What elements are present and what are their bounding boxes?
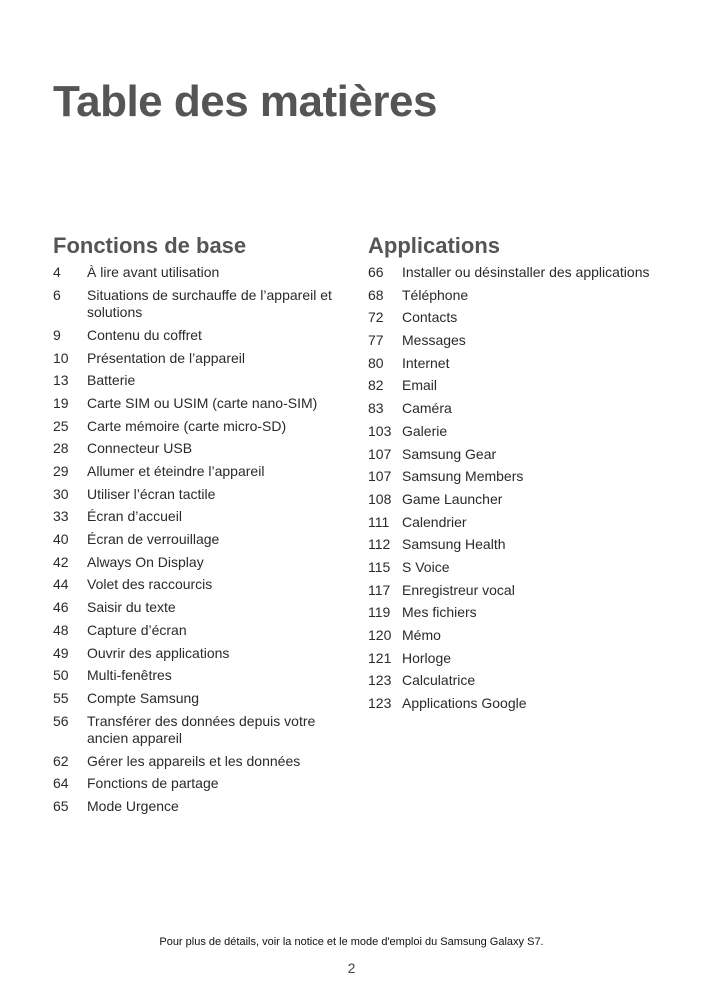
- toc-entry[interactable]: [368, 264, 668, 282]
- toc-entry[interactable]: [368, 287, 668, 305]
- toc-entry-label: Mes fichiers: [402, 604, 477, 621]
- toc-entry-label: Enregistreur vocal: [402, 581, 515, 598]
- toc-entry-label: Galerie: [402, 422, 448, 439]
- toc-entry-label: Écran de verrouillage: [87, 531, 220, 548]
- toc-entry[interactable]: [53, 798, 343, 816]
- toc-entry-label: Contenu du coffret: [87, 326, 202, 343]
- toc-entry[interactable]: [53, 713, 343, 748]
- toc-entry[interactable]: [368, 536, 668, 554]
- toc-page-number: 62: [53, 752, 69, 769]
- toc-page-number: 68: [368, 286, 384, 303]
- toc-entry[interactable]: [53, 287, 343, 322]
- toc-entry-label: Allumer et éteindre l’appareil: [87, 463, 265, 479]
- toc-entry[interactable]: [53, 264, 343, 282]
- toc-list: [368, 264, 668, 713]
- toc-entry[interactable]: [53, 486, 343, 504]
- page-number: 2: [347, 960, 356, 976]
- toc-entry-label: Écran d’accueil: [87, 508, 182, 525]
- toc-entry-label: Carte mémoire (carte micro-SD): [87, 417, 287, 434]
- toc-entry[interactable]: [368, 446, 668, 464]
- toc-entry-label: Batterie: [87, 372, 136, 389]
- toc-entry-label: Volet des raccourcis: [87, 576, 213, 593]
- toc-entry[interactable]: [53, 395, 343, 413]
- toc-entry-label: Horloge: [402, 649, 452, 666]
- toc-entry[interactable]: [53, 775, 343, 793]
- toc-entry[interactable]: [53, 508, 343, 526]
- toc-page-number: 72: [368, 309, 384, 326]
- toc-page-number: 103: [368, 422, 392, 439]
- toc-entry[interactable]: [53, 576, 343, 594]
- footnote: Pour plus de détails, voir la notice et le mode d'emploi du Samsung Galaxy S7.: [159, 936, 544, 948]
- toc-page-number: 56: [53, 712, 69, 729]
- toc-entry[interactable]: [53, 463, 343, 481]
- toc-page-number: 111: [368, 513, 390, 530]
- toc-page-number: 6: [53, 286, 61, 303]
- toc-page-number: 29: [53, 463, 69, 479]
- toc-page-number: 44: [53, 576, 69, 593]
- toc-entry[interactable]: [368, 582, 668, 600]
- toc-list: [53, 264, 343, 816]
- toc-entry[interactable]: [53, 599, 343, 617]
- toc-entry-label: Connecteur USB: [87, 440, 193, 457]
- toc-page-number: 108: [368, 490, 392, 507]
- toc-section-applications: [368, 232, 668, 718]
- toc-entry-label: Caméra: [402, 400, 452, 417]
- toc-entry[interactable]: [53, 622, 343, 640]
- toc-page-number: 55: [53, 689, 69, 706]
- toc-page-number: 107: [368, 445, 392, 462]
- toc-page-number: 65: [53, 798, 69, 815]
- section-heading: Fonctions de base: [53, 233, 247, 258]
- toc-entry-label: S Voice: [402, 558, 450, 575]
- toc-entry[interactable]: [368, 355, 668, 373]
- toc-page-number: 83: [368, 400, 384, 417]
- toc-entry[interactable]: [53, 554, 343, 572]
- toc-entry-label: Ouvrir des applications: [87, 644, 230, 661]
- toc-page-number: 121: [368, 649, 392, 666]
- toc-entry-label: Messages: [402, 332, 466, 349]
- toc-entry[interactable]: [53, 440, 343, 458]
- toc-entry-label: À lire avant utilisation: [87, 264, 220, 280]
- toc-entry-label: Carte SIM ou USIM (carte nano-SIM): [87, 394, 318, 411]
- toc-page-number: 117: [368, 581, 391, 598]
- toc-entry-label: Applications Google: [402, 695, 527, 712]
- toc-page-number: 48: [53, 621, 69, 638]
- toc-entry[interactable]: [53, 372, 343, 390]
- toc-page-number: 50: [53, 667, 69, 684]
- toc-page-number: 107: [368, 468, 392, 485]
- toc-page-number: 66: [368, 264, 384, 280]
- toc-entry-label: Gérer les appareils et les données: [87, 752, 301, 769]
- toc-page-number: 4: [53, 264, 61, 280]
- toc-entry[interactable]: [368, 672, 668, 690]
- toc-entry[interactable]: [368, 627, 668, 645]
- toc-entry-label: Samsung Gear: [402, 445, 497, 462]
- toc-entry[interactable]: [53, 418, 343, 436]
- toc-entry-label: Compte Samsung: [87, 689, 200, 706]
- toc-entry[interactable]: [368, 423, 668, 441]
- toc-entry[interactable]: [53, 531, 343, 549]
- toc-entry-label: Utiliser l’écran tactile: [87, 485, 216, 502]
- toc-entry[interactable]: [368, 491, 668, 509]
- toc-entry[interactable]: [53, 690, 343, 708]
- toc-page-number: 77: [368, 332, 384, 349]
- toc-page-number: 123: [368, 672, 392, 689]
- toc-page-number: 82: [368, 377, 384, 394]
- toc-entry-label: Fonctions de partage: [87, 775, 219, 792]
- toc-entry[interactable]: [368, 332, 668, 350]
- toc-page-number: 115: [368, 558, 391, 575]
- toc-entry[interactable]: [53, 753, 343, 771]
- toc-entry-label: Multi-fenêtres: [87, 667, 172, 684]
- toc-page-number: 13: [53, 372, 69, 389]
- section-heading: Applications: [368, 233, 501, 258]
- toc-page-number: 120: [368, 627, 392, 643]
- toc-entry-label: Installer ou désinstaller des applications: [402, 264, 650, 280]
- toc-entry-label: Mode Urgence: [87, 798, 179, 815]
- toc-entry[interactable]: [368, 309, 668, 327]
- toc-entry-label: Situations de surchauffe de l’appareil et solutions: [87, 286, 332, 321]
- toc-page-number: 42: [53, 553, 69, 570]
- toc-entry-label: Calculatrice: [402, 672, 476, 689]
- toc-entry-label: Samsung Health: [402, 536, 506, 553]
- toc-entry[interactable]: [53, 645, 343, 663]
- toc-entry-label: Samsung Members: [402, 468, 524, 485]
- toc-page-number: 30: [53, 485, 69, 502]
- toc-entry-label: Game Launcher: [402, 490, 503, 507]
- toc-entry-label: Always On Display: [87, 553, 204, 570]
- toc-page-number: 119: [368, 604, 391, 621]
- toc-entry-label: Capture d’écran: [87, 621, 187, 638]
- toc-entry-label: Internet: [402, 354, 450, 371]
- toc-page-number: 64: [53, 775, 69, 792]
- toc-entry[interactable]: [368, 514, 668, 532]
- toc-entry-label: Transférer des données depuis votre ancien appareil: [87, 712, 316, 747]
- toc-page-number: 19: [53, 394, 69, 411]
- toc-page-number: 123: [368, 695, 392, 712]
- toc-entry[interactable]: [368, 468, 668, 486]
- toc-entry-label: Contacts: [402, 309, 458, 326]
- toc-entry-label: Calendrier: [402, 513, 467, 530]
- toc-entry[interactable]: [368, 604, 668, 622]
- toc-entry-label: Téléphone: [402, 286, 469, 303]
- toc-page-number: 80: [368, 354, 384, 371]
- toc-entry[interactable]: [368, 400, 668, 418]
- toc-entry[interactable]: [368, 650, 668, 668]
- toc-entry[interactable]: [368, 695, 668, 713]
- toc-entry-label: Email: [402, 377, 438, 394]
- toc-entry-label: Mémo: [402, 627, 441, 643]
- toc-page-number: 28: [53, 440, 69, 457]
- toc-page-number: 112: [368, 536, 391, 553]
- toc-page-number: 25: [53, 417, 69, 434]
- toc-page-number: 46: [53, 599, 69, 616]
- toc-entry[interactable]: [53, 327, 343, 345]
- page-title: Table des matières: [53, 77, 437, 126]
- toc-entry-label: Présentation de l’appareil: [87, 349, 245, 366]
- toc-section-basics: [53, 232, 343, 821]
- toc-entry[interactable]: [368, 377, 668, 395]
- toc-page-number: 9: [53, 326, 61, 343]
- toc-page-number: 33: [53, 508, 69, 525]
- toc-entry[interactable]: [53, 350, 343, 368]
- toc-page-number: 10: [53, 349, 69, 366]
- toc-page-number: 49: [53, 644, 69, 661]
- toc-entry-label: Saisir du texte: [87, 599, 176, 616]
- toc-entry[interactable]: [53, 667, 343, 685]
- toc-page-number: 40: [53, 531, 69, 548]
- toc-entry[interactable]: [368, 559, 668, 577]
